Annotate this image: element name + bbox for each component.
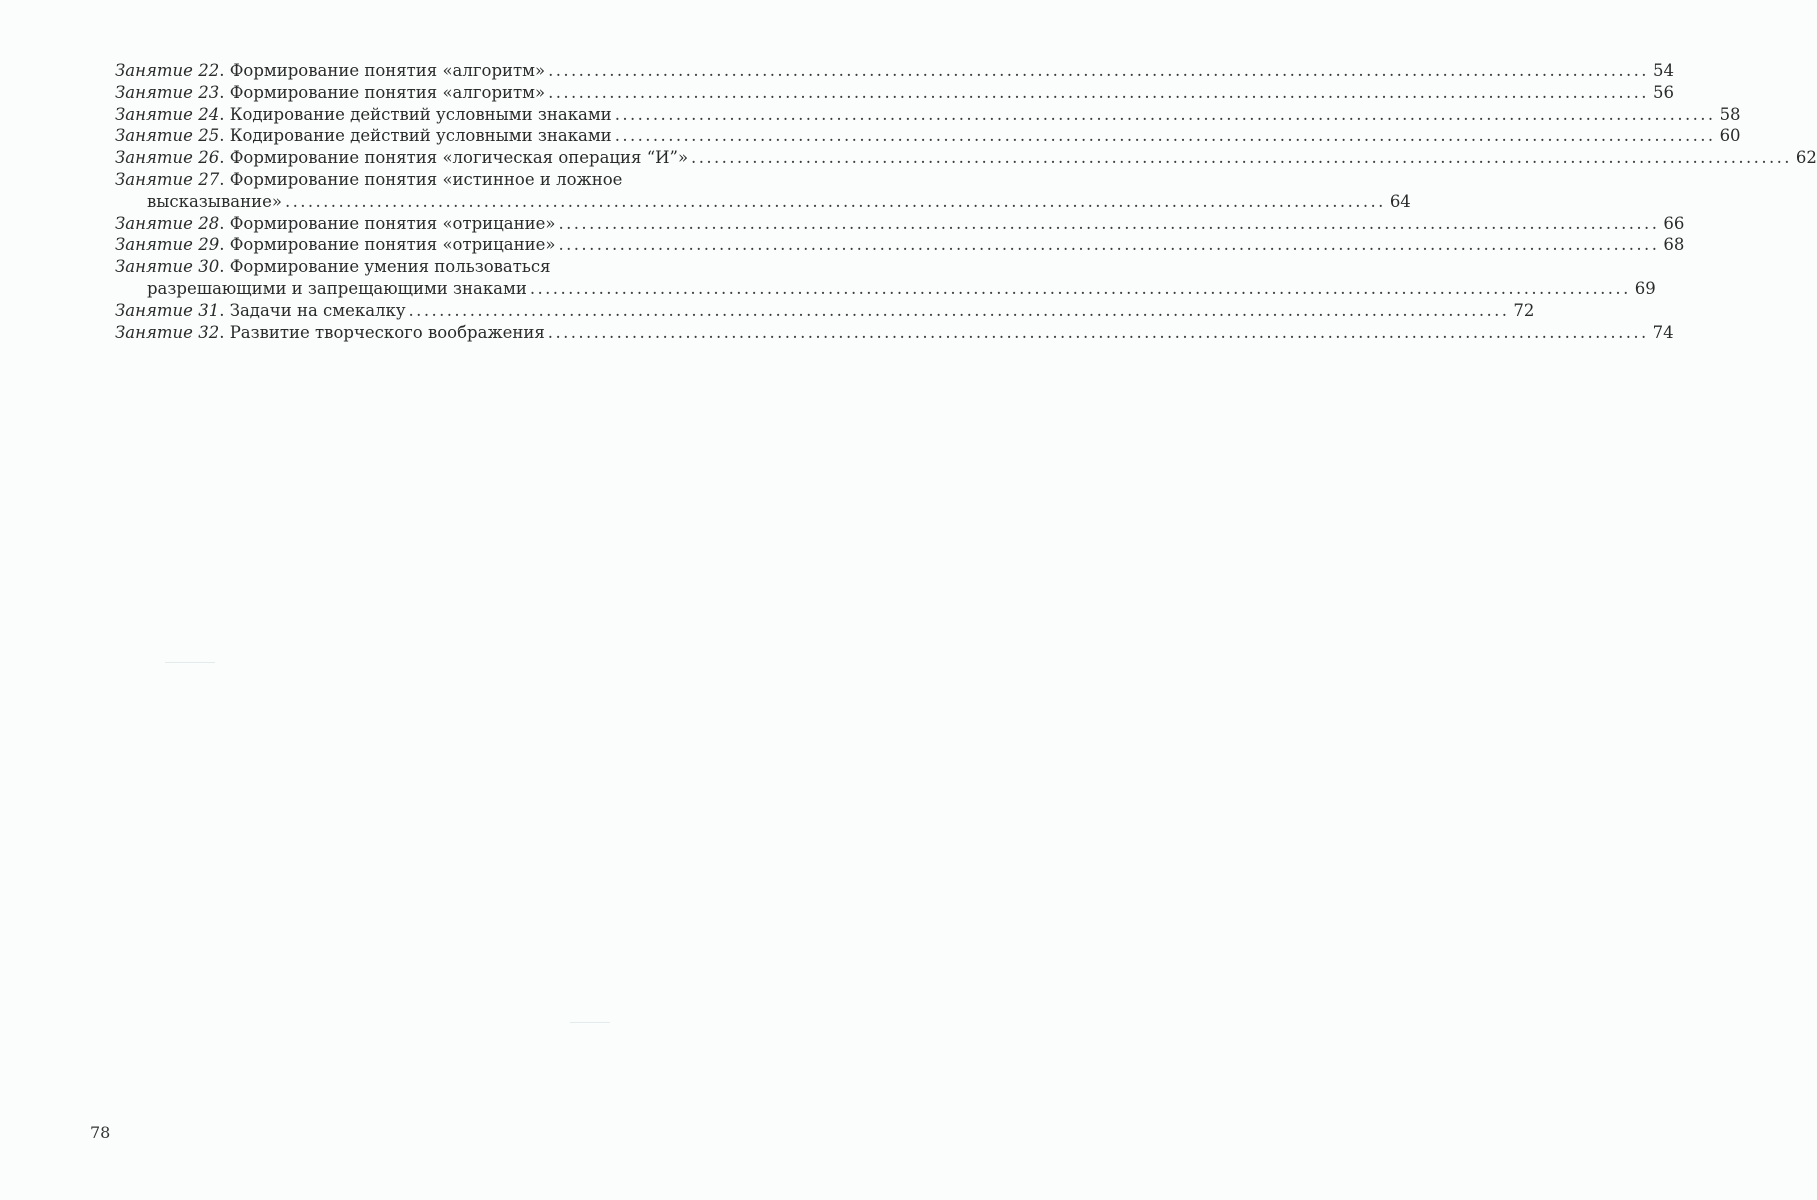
toc-entry xyxy=(115,300,1535,322)
toc-leader-dots xyxy=(406,300,1513,322)
toc-leader-dots xyxy=(612,104,1719,126)
toc-entry xyxy=(115,60,1674,82)
toc-entry-continuation: разрешающими и запрещающими знаками xyxy=(147,278,527,298)
toc-entry xyxy=(115,147,1817,169)
toc-entry-continuation: высказывание» xyxy=(147,191,282,211)
toc-page-number: 58 xyxy=(1719,104,1741,124)
toc-entry-title: . Формирование понятия «алгоритм» xyxy=(219,61,546,80)
toc-page-number: 64 xyxy=(1389,191,1411,211)
toc-entry-first-line xyxy=(115,256,812,278)
toc-leader-dots xyxy=(612,125,1719,147)
toc-entry-title: . Формирование понятия «алгоритм» xyxy=(219,82,546,102)
toc-leader-dots xyxy=(555,213,1662,235)
toc-lesson-label: Занятие 31 xyxy=(115,300,220,320)
toc-entry xyxy=(115,82,1674,104)
toc-entry xyxy=(115,125,1741,147)
toc-entry-title: . Задачи на смекалку xyxy=(219,300,406,320)
toc-entry xyxy=(115,234,1685,256)
toc-page-number: 69 xyxy=(1634,278,1656,298)
toc-page-number: 62 xyxy=(1795,148,1817,168)
toc-page-number: 54 xyxy=(1652,61,1674,80)
toc-entry-title: . Формирование понятия «отрицание» xyxy=(219,213,556,233)
toc-entry-title: . Кодирование действий условными знаками xyxy=(219,104,612,124)
scan-smudge xyxy=(165,662,215,663)
toc-entry xyxy=(115,322,1674,344)
toc-entry-title: . Формирование понятия «логическая операция “И”» xyxy=(219,148,689,168)
toc-page-number: 60 xyxy=(1719,126,1741,146)
page-number: 78 xyxy=(90,1123,111,1142)
toc-lesson-label: Занятие 22 xyxy=(115,61,220,80)
toc-page-number: 68 xyxy=(1663,235,1685,255)
toc-entry-text xyxy=(115,322,545,344)
toc-entry-first-line xyxy=(115,169,812,191)
toc-entry-text xyxy=(115,60,545,82)
toc-entry xyxy=(115,278,1656,300)
toc-leader-dots xyxy=(555,234,1662,256)
toc-leader-dots xyxy=(282,191,1389,213)
toc-page-number: 72 xyxy=(1513,300,1535,320)
toc-lesson-label: Занятие 24 xyxy=(115,104,220,124)
toc-lesson-label: Занятие 28 xyxy=(115,213,220,233)
toc-lesson-label: Занятие 29 xyxy=(115,235,220,255)
toc-entry-title: . Формирование понятия «истинное и ложное xyxy=(219,169,623,189)
toc-lesson-label: Занятие 30 xyxy=(115,257,220,277)
toc-entry-text xyxy=(115,104,612,126)
toc-leader-dots xyxy=(545,82,1652,104)
toc-leader-dots xyxy=(527,278,1634,300)
toc-page-number: 74 xyxy=(1652,322,1674,342)
toc-entry-text xyxy=(115,125,612,147)
toc-entry-title: . Кодирование действий условными знаками xyxy=(219,126,612,146)
toc-leader-dots xyxy=(545,60,1652,82)
toc-entry-text xyxy=(115,82,545,104)
toc-entry-title: . Развитие творческого воображения xyxy=(219,322,545,342)
toc-lesson-label: Занятие 23 xyxy=(115,82,220,102)
scan-smudge xyxy=(570,1022,610,1023)
toc-lesson-label: Занятие 26 xyxy=(115,148,220,168)
toc-entry xyxy=(115,213,1685,235)
table-of-contents xyxy=(115,60,1817,343)
toc-lesson-label: Занятие 27 xyxy=(115,169,220,189)
toc-entry-title: . Формирование понятия «отрицание» xyxy=(219,235,556,255)
toc-entry-title: . Формирование умения пользоваться xyxy=(219,257,551,277)
toc-lesson-label: Занятие 32 xyxy=(115,322,220,342)
toc-entry xyxy=(115,191,1411,213)
toc-lesson-label: Занятие 25 xyxy=(115,126,220,146)
toc-entry-text xyxy=(115,300,406,322)
toc-page-number: 66 xyxy=(1663,213,1685,233)
toc-leader-dots xyxy=(688,147,1795,169)
toc-entry-text xyxy=(115,234,555,256)
toc-leader-dots xyxy=(545,322,1652,344)
toc-page-number: 56 xyxy=(1652,82,1674,102)
toc-entry xyxy=(115,104,1741,126)
toc-entry-text xyxy=(115,213,555,235)
toc-entry-text xyxy=(115,147,688,169)
